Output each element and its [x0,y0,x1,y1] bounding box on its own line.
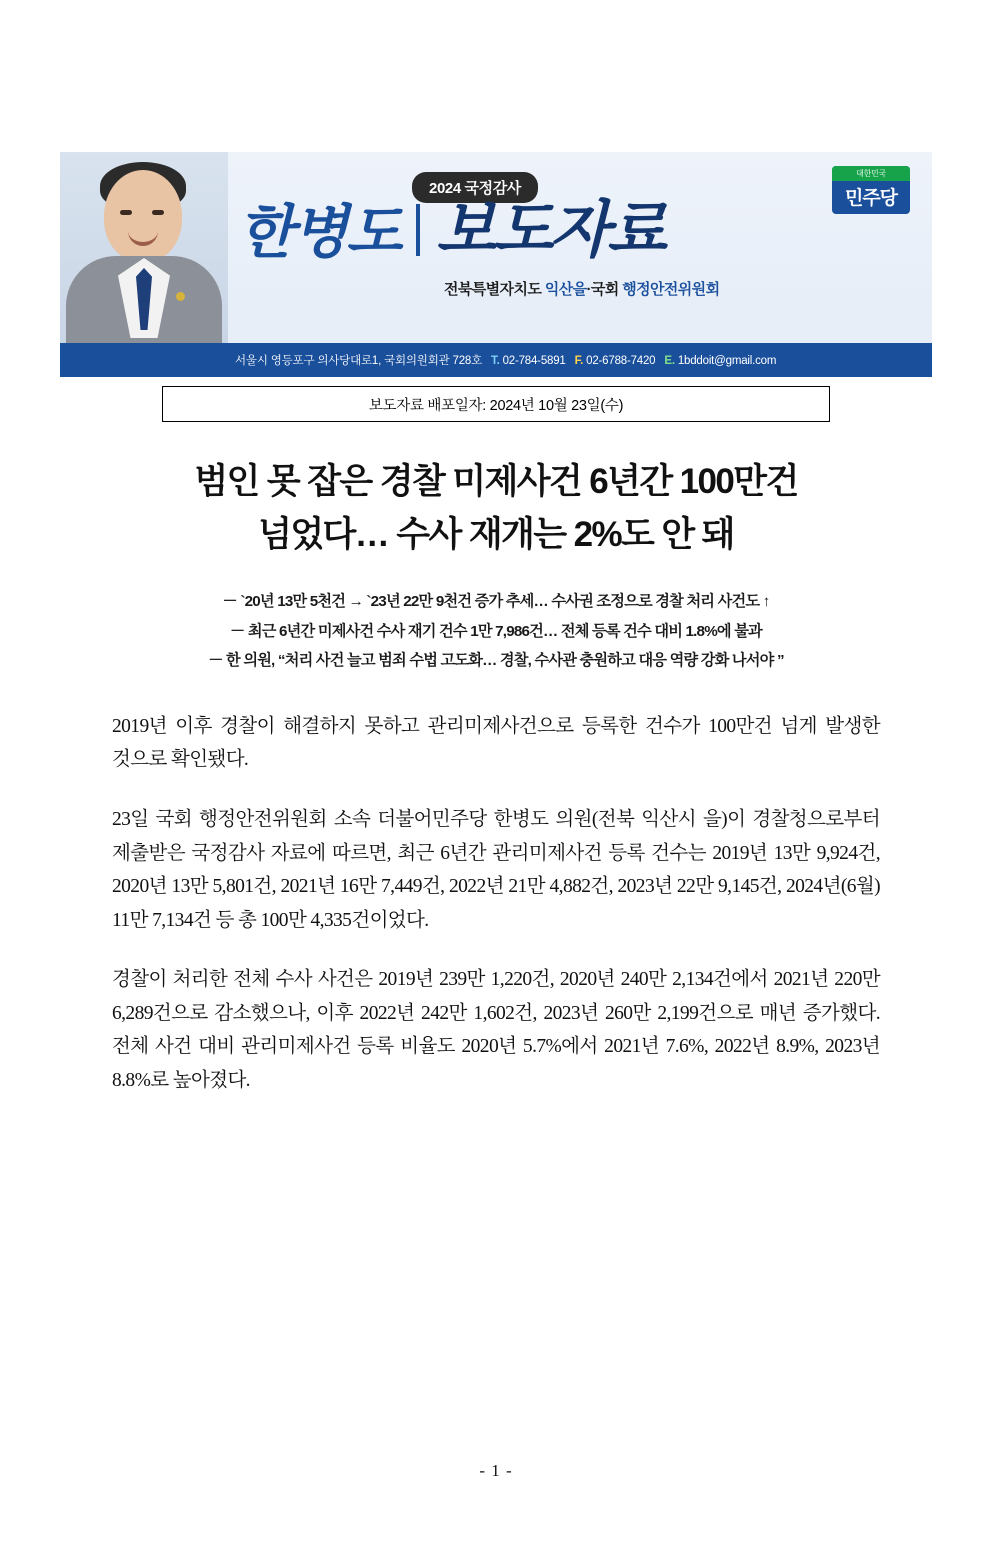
body-paragraph: 23일 국회 행정안전위원회 소속 더불어민주당 한병도 의원(전북 익산시 을)이 경찰청으로부터 제출받은 국정감사 자료에 따르면, 최근 6년간 관리미제사건 등록 건수는 2019년 13만 9,924건, 2020년 13만 5,801건, 2021년 16만 7,449건, 2022년 21만 4,882건, 2023년 22만 9,145건, 2024년(6월) 11만 7,134건 등 총 100만 4,335건이었다. [112,808,880,931]
fax-value: 02-6788-7420 [586,355,656,367]
lapel-pin-icon [176,292,185,301]
bullet-item: － 최근 6년간 미제사건 수사 재기 건수 1만 7,986건… 전체 등록 건수 대비 1.8%에 불과 [230,622,762,640]
banner-subtitle [444,278,719,299]
distribution-date-box [162,386,830,422]
tel-value: 02-784-5891 [502,355,566,367]
banner-tag: 2024 국정감사 [412,172,538,203]
party-logo-top-strip [832,166,910,181]
headline-line-1: 범인 못 잡은 경찰 미제사건 6년간 100만건 [194,462,798,501]
banner-address: 서울시 영등포구 의사당대로1, 국회의원회관 728호 [235,355,483,367]
distribution-date-text: 보도자료 배포일자: 2024년 10월 23일(수) [368,397,624,414]
portrait-eye-left [120,210,132,215]
party-logo-name: 민주당 [844,188,898,209]
summary-bullets [60,587,932,676]
page-number: - 1 - [479,1461,513,1480]
body-paragraph: 2019년 이후 경찰이 해결하지 못하고 관리미제사건으로 등록한 건수가 100만건 넘게 발생한 것으로 확인됐다. [112,715,880,771]
banner-subtitle-district: 익산을 [544,281,587,298]
portrait-eye-right [152,210,164,215]
email-label: E. [664,355,675,367]
email-value: 1bddoit@gmail.com [677,355,777,367]
document-page [0,152,992,1555]
bullet-item: － `20년 13만 5천건 → `23년 22만 9천건 증가 추세… 수사권 조정으로 경찰 처리 사건도 ↑ [222,593,770,610]
fax-label: F. [574,355,584,367]
banner-divider [416,204,420,256]
banner-subtitle-mid: ·국회 [586,281,623,298]
bullet-item: － 한 의원, “처리 사건 늘고 범죄 수법 고도화… 경찰, 수사관 충원하고 대응 역량 강화 나서야 ” [208,652,784,670]
banner-subtitle-prefix: 전북특별자치도 [444,281,545,298]
body-paragraph: 경찰이 처리한 전체 수사 사건은 2019년 239만 1,220건, 2020년 240만 2,134건에서 2021년 220만 6,289건으로 감소했으나, 이후 2022년 242만 1,602건, 2023년 260만 2,199건으로 매년 증가했다. 전체 사건 대비 관리미제사건 등록 비율도 2020년 5.7%에서 2021년 7.6%, 2022년 8.9%, 2023년 8.8%로 높아졌다. [112,969,880,1091]
article-body [60,710,932,1097]
banner-legislator-name: 한병도 [238,200,401,265]
page-title [60,456,932,561]
headline-line-2: 넘었다… 수사 재개는 2%도 안 돼 [258,514,734,554]
portrait-head [104,170,182,262]
party-logo-top-text: 대한민국 [856,169,886,178]
tel-label: T. [491,355,500,367]
banner-document-kind: 보도자료 [436,196,664,265]
banner-contact-text [235,352,776,368]
banner-subtitle-committee: 행정안전위원회 [622,281,720,298]
press-release-banner [60,152,932,377]
